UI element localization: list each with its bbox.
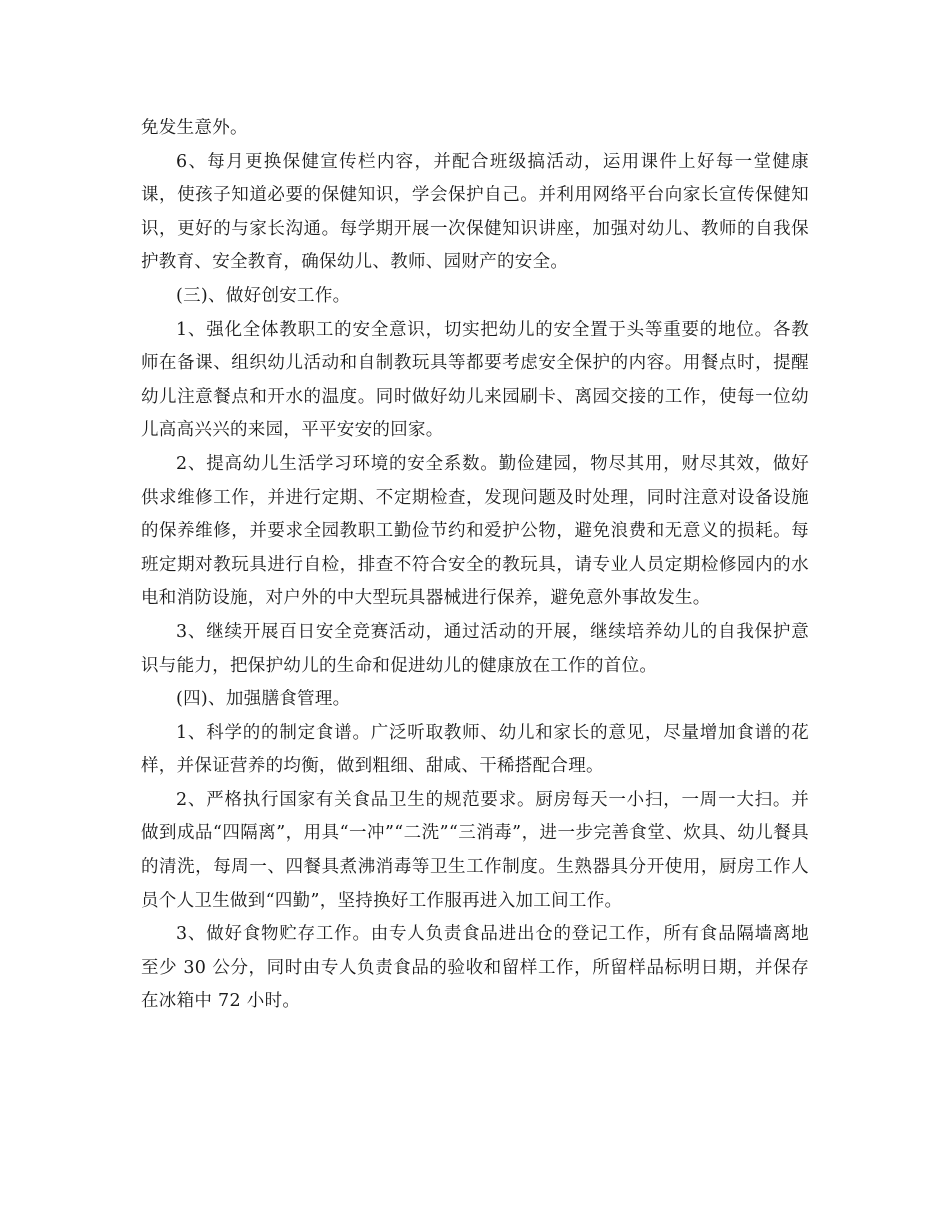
paragraph-item-6: 6、每月更换保健宣传栏内容，并配合班级搞活动，运用课件上好每一堂健康课，使孩子知道必要的保健知识，学会保护自己。并利用网络平台向家长宣传保健知识，更好的与家长沟通。每学期开展一次保健知识讲座，加强对幼儿、教师的自我保护教育、安全教育，确保幼儿、教师、园财产的安全。 — [141, 151, 809, 273]
paragraph-item-3: 3、做好食物贮存工作。由专人负责食品进出仓的登记工作，所有食品隔墙离地至少 30 公分，同时由专人负责食品的验收和留样工作，所留样品标明日期，并保存在冰箱中 72 小时。 — [141, 924, 809, 1012]
paragraph-item-1: 1、科学的的制定食谱。广泛听取教师、幼儿和家长的意见，尽量增加食谱的花样，并保证营养的均衡，做到粗细、甜咸、干稀搭配合理。 — [141, 722, 809, 777]
paragraph-item-3: 3、继续开展百日安全竞赛活动，通过活动的开展，继续培养幼儿的自我保护意识与能力，把保护幼儿的生命和促进幼儿的健康放在工作的首位。 — [141, 621, 809, 676]
paragraph-item-2: 2、严格执行国家有关食品卫生的规范要求。厨房每天一小扫，一周一大扫。并做到成品“四隔离”，用具“一冲”“二洗”“三消毒”，进一步完善食堂、炊具、幼儿餐具的清洗，每周一、四餐具煮沸消毒等卫生工作制度。生熟器具分开使用，厨房工作人员个人卫生做到“四勤”，坚持换好工作服再进入加工间工作。 — [141, 789, 809, 911]
section-heading-3: (三)、做好创安工作。 — [176, 285, 351, 306]
paragraph-continuation: 免发生意外。 — [141, 118, 248, 138]
document-body — [141, 112, 809, 1019]
paragraph-item-1: 1、强化全体教职工的安全意识，切实把幼儿的安全置于头等重要的地位。各教师在备课、组织幼儿活动和自制教玩具等都要考虑安全保护的内容。用餐点时，提醒幼儿注意餐点和开水的温度。同时做好幼儿来园刷卡、离园交接的工作，使每一位幼儿高高兴兴的来园，平平安安的回家。 — [141, 319, 809, 441]
section-heading-4: (四)、加强膳食管理。 — [176, 689, 351, 710]
paragraph-item-2: 2、提高幼儿生活学习环境的安全系数。勤俭建园，物尽其用，财尽其效，做好供求维修工作，并进行定期、不定期检查，发现问题及时处理，同时注意对设备设施的保养维修，并要求全园教职工勤俭节约和爱护公物，避免浪费和无意义的损耗。每班定期对教玩具进行自检，排查不符合安全的教玩具，请专业人员定期检修园内的水电和消防设施，对户外的中大型玩具器械进行保养，避免意外事故发生。 — [141, 453, 809, 609]
